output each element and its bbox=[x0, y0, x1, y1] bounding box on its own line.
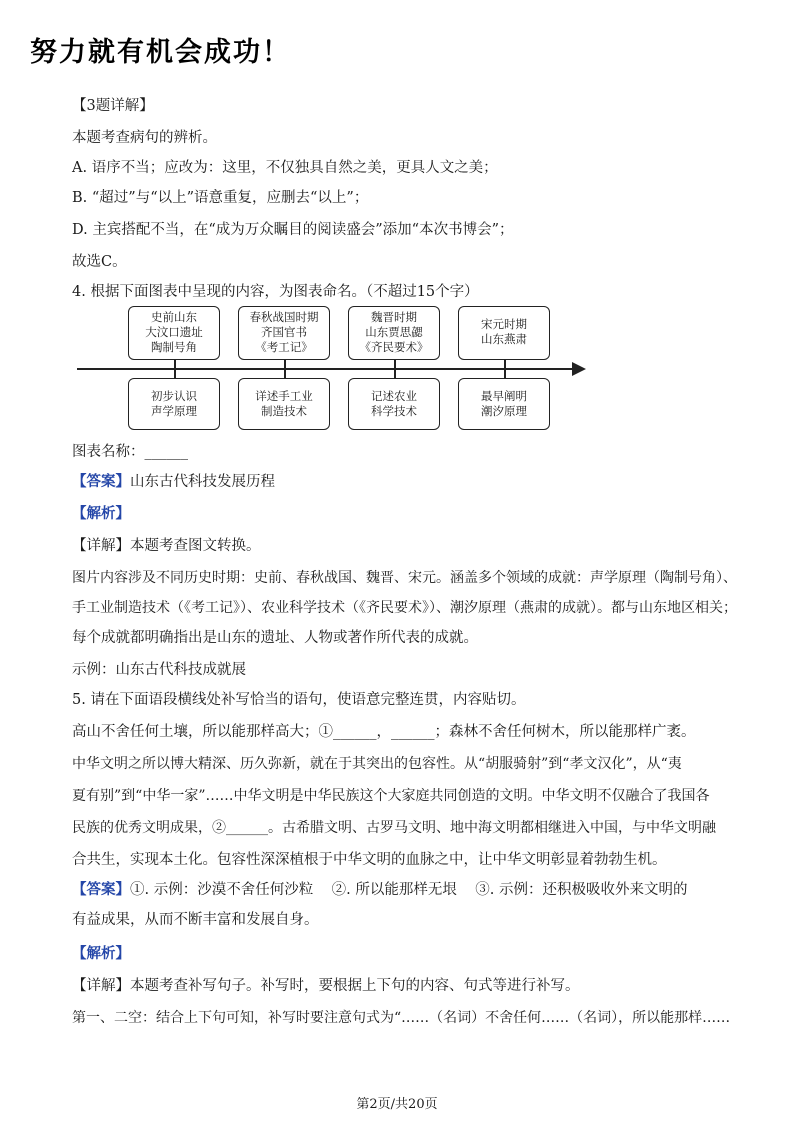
timeline-box-prehistoric: 史前山东 大汶口遗址 陶制号角 bbox=[128, 306, 220, 360]
achievement-box-agriculture: 记述农业 科学技术 bbox=[348, 378, 440, 430]
q5-question: 5. 请在下面语段横线处补写恰当的语句，使语意完整连贯，内容贴切。 bbox=[72, 692, 526, 708]
q4-example: 示例：山东古代科技成就展 bbox=[72, 662, 246, 678]
q4-paragraph-line: 图片内容涉及不同历史时期：史前、春秋战国、魏晋、宋元。涵盖多个领域的成就：声学原理（陶制号角）、 bbox=[72, 570, 737, 586]
timeline-box-wei-jin: 魏晋时期 山东贾思勰 《齐民要术》 bbox=[348, 306, 440, 360]
q4-analysis-tag: 【解析】 bbox=[72, 505, 130, 522]
achievement-box-handicraft: 详述手工业 制造技术 bbox=[238, 378, 330, 430]
q5-last-line: 第一、二空：结合上下句可知，补写时要注意句式为“……（名词）不舍任何……（名词），所以能那样…… bbox=[72, 1010, 731, 1026]
q4-question: 4. 根据下面图表中呈现的内容，为图表命名。（不超过15个字） bbox=[72, 284, 479, 300]
q3-line: A. 语序不当；应改为：这里，不仅独具自然之美，更具人文之美； bbox=[72, 160, 498, 176]
q4-paragraph-line: 每个成就都明确指出是山东的遗址、人物或著作所代表的成就。 bbox=[72, 630, 478, 646]
q3-line: D. 主宾搭配不当，在“成为万众瞩目的阅读盛会”添加“本次书博会”； bbox=[72, 222, 514, 238]
q5-line: 合共生，实现本土化。包容性深深植根于中华文明的血脉之中，让中华文明彰显着勃勃生机。 bbox=[72, 852, 667, 868]
answer-text: 山东古代科技发展历程 bbox=[130, 474, 275, 490]
q5-line: 中华文明之所以博大精深、历久弥新，就在于其突出的包容性。从“胡服骑射”到“孝文汉化”，从“夷 bbox=[72, 756, 682, 772]
q3-heading: 【3题详解】 bbox=[72, 98, 154, 114]
q5-line: 民族的优秀文明成果，②______。古希腊文明、古罗马文明、地中海文明都相继进入中国，与中华文明融 bbox=[72, 820, 716, 836]
page-footer: 第2页/共20页 bbox=[356, 1097, 438, 1112]
answer-tag: 【答案】 bbox=[72, 473, 130, 490]
q5-answer-continued: 有益成果，从而不断丰富和发展自身。 bbox=[72, 912, 319, 928]
q5-line: 高山不舍任何土壤，所以能那样高大；①______，______；森林不舍任何树木，所以能那样广袤。 bbox=[72, 724, 696, 740]
achievement-box-acoustics: 初步认识 声学原理 bbox=[128, 378, 220, 430]
q4-answer bbox=[72, 472, 275, 492]
q3-line: B. “超过”与“以上”语意重复，应删去“以上”； bbox=[72, 190, 369, 206]
q5-answer: 【答案】①. 示例：沙漠不舍任何沙粒 ②. 所以能那样无垠 ③. 示例：还积极吸收外来文明的 bbox=[72, 881, 688, 898]
q3-line: 故选C。 bbox=[72, 254, 127, 270]
timeline-box-song-yuan: 宋元时期 山东燕肃 bbox=[458, 306, 550, 360]
chart-name-label: 图表名称：______ bbox=[72, 444, 188, 460]
q5-line: 夏有别”到“中华一家”……中华文明是中华民族这个大家庭共同创造的文明。中华文明不仅融合了我国各 bbox=[72, 788, 710, 804]
q4-detail: 【详解】本题考查图文转换。 bbox=[72, 538, 261, 554]
q3-line: 本题考查病句的辨析。 bbox=[72, 130, 217, 146]
achievement-box-tides: 最早阐明 潮汐原理 bbox=[458, 378, 550, 430]
q4-paragraph-line: 手工业制造技术（《考工记》）、农业科学技术（《齐民要术》）、潮汐原理（燕肃的成就）。都与山东地区相关； bbox=[72, 600, 737, 616]
q5-analysis-tag: 【解析】 bbox=[72, 945, 130, 962]
timeline-diagram bbox=[72, 306, 592, 430]
timeline-box-spring-autumn: 春秋战国时期 齐国官书 《考工记》 bbox=[238, 306, 330, 360]
q5-detail: 【详解】本题考查补写句子。补写时，要根据上下句的内容、句式等进行补写。 bbox=[72, 978, 580, 994]
motivational-banner: 努力就有机会成功！ bbox=[30, 37, 291, 68]
arrow-head-icon bbox=[572, 362, 586, 376]
timeline-axis bbox=[77, 368, 577, 370]
